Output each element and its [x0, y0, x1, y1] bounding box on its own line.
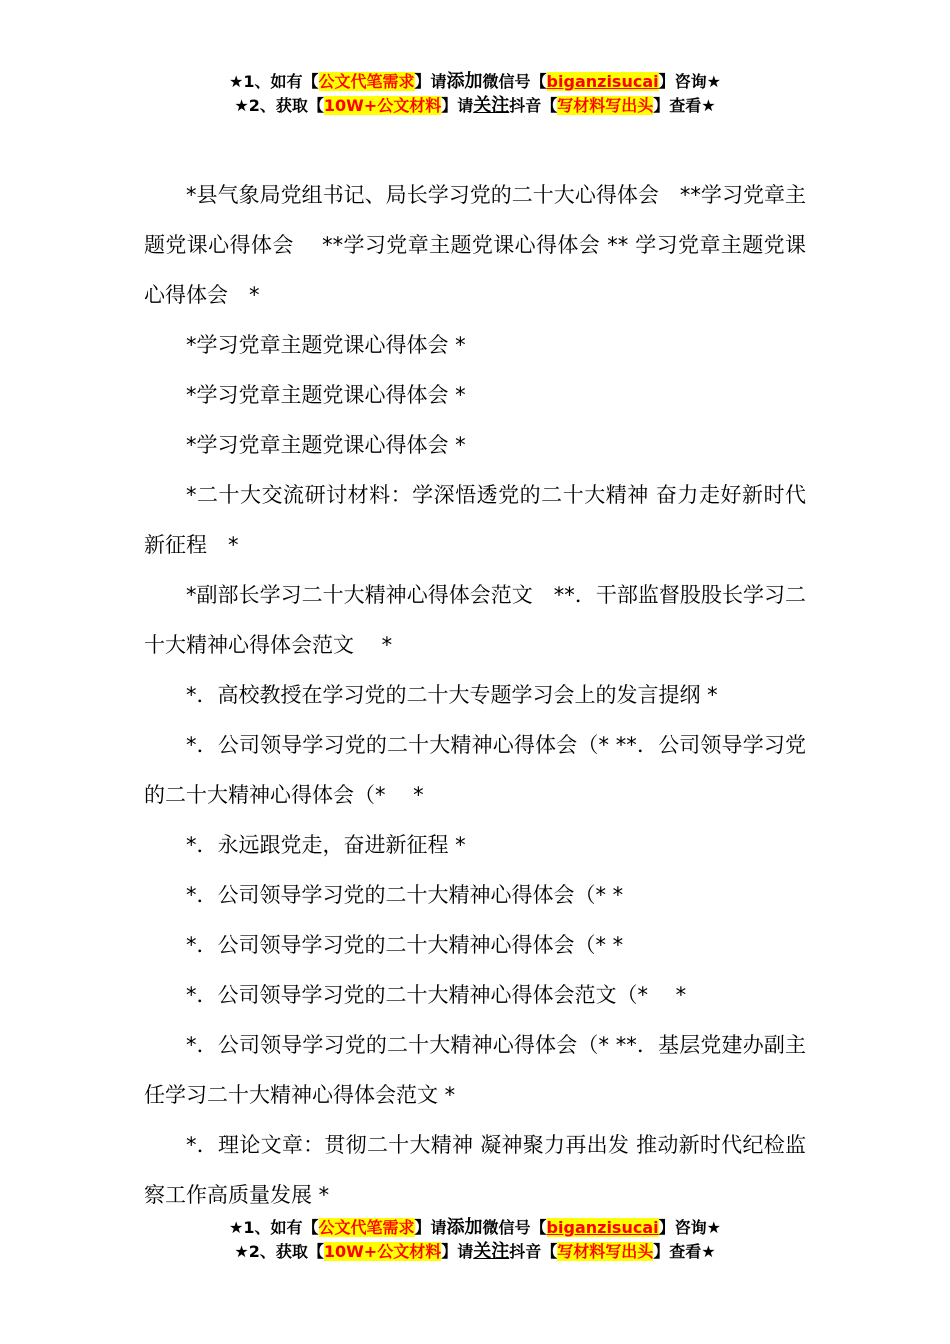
paragraph: *县气象局党组书记、局长学习党的二十大心得体会 **学习党章主题党课心得体会 **学习党章主题党课心得体会 ** 学习党章主题党课心得体会 * [144, 183, 806, 307]
banner-text: 】请 [414, 72, 447, 91]
banner-text: 抖音【 [509, 1242, 558, 1261]
banner-text: 】查看★ [653, 1242, 716, 1261]
paragraph: *．公司领导学习党的二十大精神心得体会（* **．公司领导学习党的二十大精神心得体会（* * [144, 733, 806, 807]
highlight-materials: 10W+公文材料 [323, 96, 442, 115]
banner-text: 抖音【 [509, 96, 558, 115]
paragraph: *副部长学习二十大精神心得体会范文 **．干部监督股股长学习二十大精神心得体会范文 * [144, 583, 806, 657]
banner-text: 】查看★ [653, 96, 716, 115]
paragraph: *二十大交流研讨材料：学深悟透党的二十大精神 奋力走好新时代新征程 * [144, 483, 806, 557]
paragraph: *学习党章主题党课心得体会 * [186, 333, 466, 357]
banner-text: 微信号【 [482, 72, 547, 91]
header-banner [0, 70, 950, 118]
banner-text: 】请 [441, 96, 474, 115]
highlight-materials: 10W+公文材料 [323, 1242, 442, 1261]
document-body [144, 170, 806, 1220]
banner-text: 微信号【 [482, 1218, 547, 1237]
banner-text: 】请 [414, 1218, 447, 1237]
banner-line-2 [0, 1240, 950, 1264]
highlight-douyin-account: 写材料写出头 [557, 1242, 654, 1261]
banner-line-1 [0, 70, 950, 94]
paragraph: *．永远跟党走，奋进新征程 * [186, 833, 466, 857]
banner-text: 】咨询★ [658, 72, 721, 91]
banner-text: 】咨询★ [658, 1218, 721, 1237]
paragraph: *．高校教授在学习党的二十大专题学习会上的发言提纲 * [186, 683, 718, 707]
banner-text: ★2、获取【 [234, 1242, 324, 1261]
emphasis-follow: 关注 [473, 1241, 510, 1262]
highlight-douyin-account: 写材料写出头 [557, 96, 654, 115]
paragraph: *．公司领导学习党的二十大精神心得体会（* **．基层党建办副主任学习二十大精神心得体会范文 * [144, 1033, 806, 1107]
paragraph: *．理论文章：贯彻二十大精神 凝神聚力再出发 推动新时代纪检监察工作高质量发展 * [144, 1133, 806, 1207]
banner-line-1 [0, 1216, 950, 1240]
paragraph: *．公司领导学习党的二十大精神心得体会（* * [186, 883, 624, 907]
banner-text: 】请 [441, 1242, 474, 1261]
paragraph: *学习党章主题党课心得体会 * [186, 383, 466, 407]
banner-line-2 [0, 94, 950, 118]
highlight-wechat-id: biganzisucai [546, 1218, 659, 1237]
emphasis-follow: 关注 [473, 95, 510, 116]
highlight-service: 公文代笔需求 [318, 1218, 415, 1237]
banner-text: ★2、获取【 [234, 96, 324, 115]
emphasis-add: 添加 [446, 1217, 483, 1238]
emphasis-add: 添加 [446, 71, 483, 92]
paragraph: *．公司领导学习党的二十大精神心得体会（* * [186, 933, 624, 957]
paragraph: *学习党章主题党课心得体会 * [186, 433, 466, 457]
paragraph: *．公司领导学习党的二十大精神心得体会范文（* * [186, 983, 687, 1007]
highlight-service: 公文代笔需求 [318, 72, 415, 91]
banner-text: ★1、如有【 [229, 1218, 319, 1237]
footer-banner [0, 1216, 950, 1264]
highlight-wechat-id: biganzisucai [546, 72, 659, 91]
banner-text: ★1、如有【 [229, 72, 319, 91]
